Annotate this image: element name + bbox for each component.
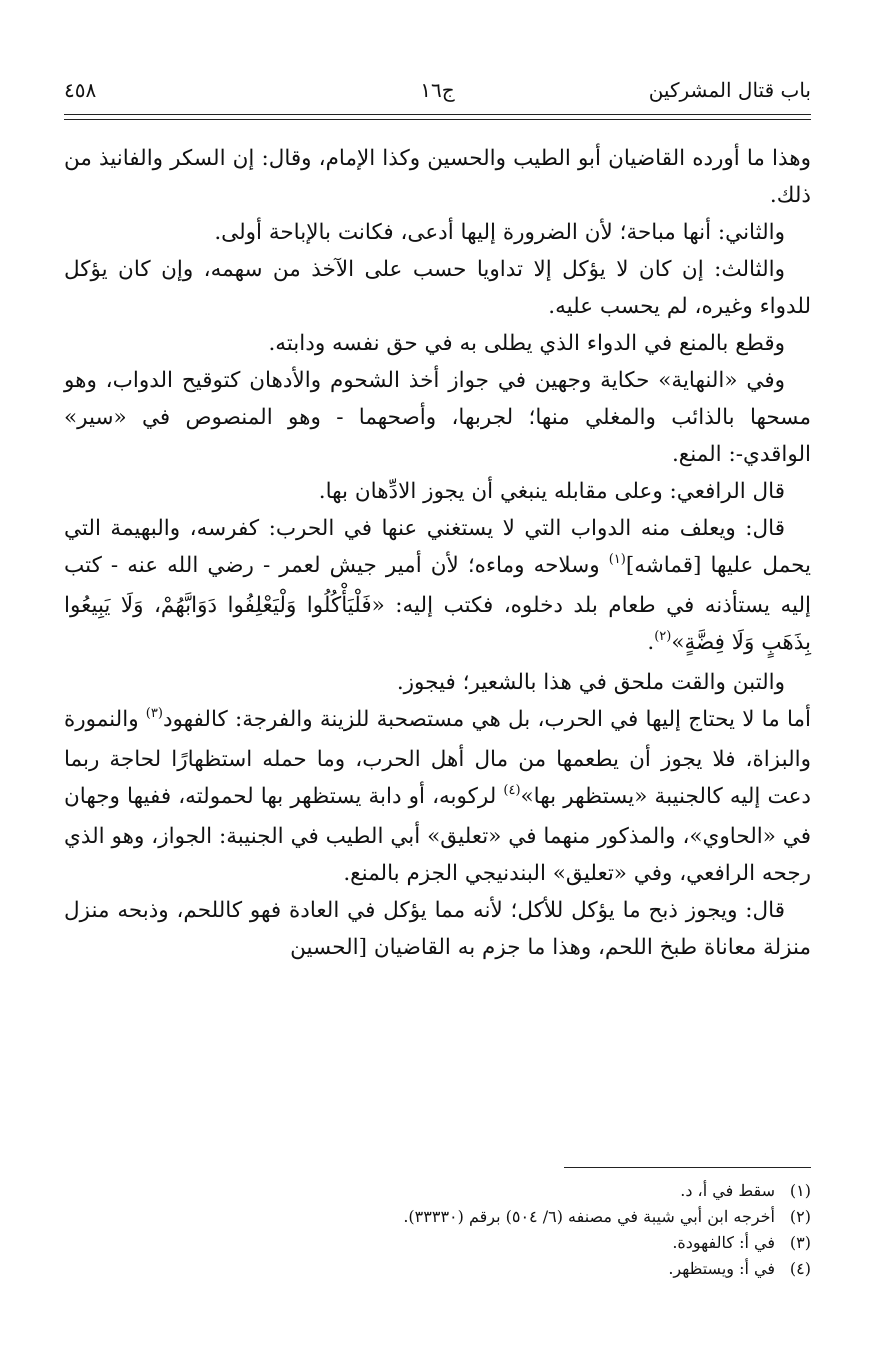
paragraph-7-part-b: وسلاحه وماءه؛ لأن أمير جيش لعمر - رضي الله عنه - كتب إليه يستأذنه في طعام بلد دخلوه، فكتب إليه: «فَلْيَأْكُلُوا وَلْيَعْلِفُوا دَوَابَّهُمْ، وَلَا يَبِيعُوا بِذَهَبٍ وَلَا فِضَّةٍ» [64, 553, 811, 655]
paragraph-7-part-a: قال: ويعلف منه الدواب التي لا يستغني عنها في الحرب: كفرسه، والبهيمة التي يحمل عليها [قماشه] [64, 516, 811, 578]
footnote-number: (١) [789, 1181, 811, 1200]
footnote-item [64, 1256, 811, 1282]
paragraph-3: والثالث: إن كان لا يؤكل إلا تداويا حسب على الآخذ من سهمه، وإن كان يؤكل للدواء وغيره، لم يحسب عليه. [64, 257, 811, 319]
page-number: ٤٥٨ [64, 78, 97, 102]
footnote-ref-3[interactable]: (٣) [145, 706, 163, 721]
footnote-text: أخرجه ابن أبي شيبة في مصنفه (٦/ ٥٠٤) برقم (٣٣٣٣٠). [403, 1207, 775, 1226]
footnote-text: سقط في أ، د. [680, 1181, 775, 1200]
paragraph-9 [64, 701, 811, 892]
paragraph-7 [64, 510, 811, 664]
volume-number: ج١٦ [420, 78, 455, 102]
footnote-separator [564, 1167, 811, 1168]
paragraph-4: وقطع بالمنع في الدواء الذي يطلى به في حق نفسه ودابته. [268, 331, 785, 356]
main-text [64, 140, 811, 966]
footnote-text: في أ: كالفهودة. [672, 1233, 775, 1252]
footnote-item [64, 1178, 811, 1204]
page-header [64, 78, 811, 112]
paragraph-7-part-c: . [647, 630, 655, 655]
footnote-ref-4[interactable]: (٤) [503, 783, 521, 798]
footnote-text: في أ: ويستظهر. [668, 1259, 775, 1278]
footnotes [64, 1178, 811, 1282]
header-rule-top [64, 114, 811, 115]
paragraph-9-part-c: لركوبه، أو دابة يستظهر بها لحمولته، ففيها وجهان في «الحاوي»، والمذكور منهما في «تعليق» أبي الطيب في الجنيبة: الجواز، وهو الذي رجحه الرافعي، وفي «تعليق» البندنيجي الجزم بالمنع. [64, 784, 811, 886]
paragraph-9-part-b: والنمورة والبزاة، فلا يجوز أن يطعمها من مال أهل الحرب، وما حمله استظهارًا لحاجة ربما دعت إليه كالجنيبة «يستظهر بها» [64, 707, 811, 809]
paragraph-8: والتبن والقت ملحق في هذا بالشعير؛ فيجوز. [396, 670, 785, 695]
footnote-number: (٤) [789, 1259, 811, 1278]
footnote-number: (٣) [789, 1233, 811, 1252]
paragraph-5: وفي «النهاية» حكاية وجهين في جواز أخذ الشحوم والأدهان كتوقيح الدواب، وهو مسحها بالذائب والمغلي منها؛ لجربها، وأصحهما - وهو المنصوص في «سير» الواقدي-: المنع. [64, 368, 811, 467]
footnote-item [64, 1230, 811, 1256]
footnote-item [64, 1204, 811, 1230]
footnote-number: (٢) [789, 1207, 811, 1226]
paragraph-10: قال: ويجوز ذبح ما يؤكل للأكل؛ لأنه مما يؤكل في العادة فهو كاللحم، وذبحه منزل منزلة معاناة طبخ اللحم، وهذا ما جزم به القاضيان [الحسين [64, 898, 811, 960]
paragraph-6: قال الرافعي: وعلى مقابله ينبغي أن يجوز الادِّهان بها. [318, 479, 785, 504]
footnote-ref-1[interactable]: (١) [608, 552, 626, 567]
paragraph-1: وهذا ما أورده القاضيان أبو الطيب والحسين وكذا الإمام، وقال: إن السكر والفانيذ من ذلك. [64, 146, 811, 208]
chapter-title: باب قتال المشركين [648, 78, 811, 102]
footnote-ref-2[interactable]: (٢) [654, 629, 672, 644]
header-rule-bottom [64, 119, 811, 120]
paragraph-9-part-a: أما ما لا يحتاج إليها في الحرب، بل هي مستصحبة للزينة والفرجة: كالفهود [162, 707, 811, 732]
paragraph-2: والثاني: أنها مباحة؛ لأن الضرورة إليها أدعى، فكانت بالإباحة أولى. [214, 220, 785, 245]
